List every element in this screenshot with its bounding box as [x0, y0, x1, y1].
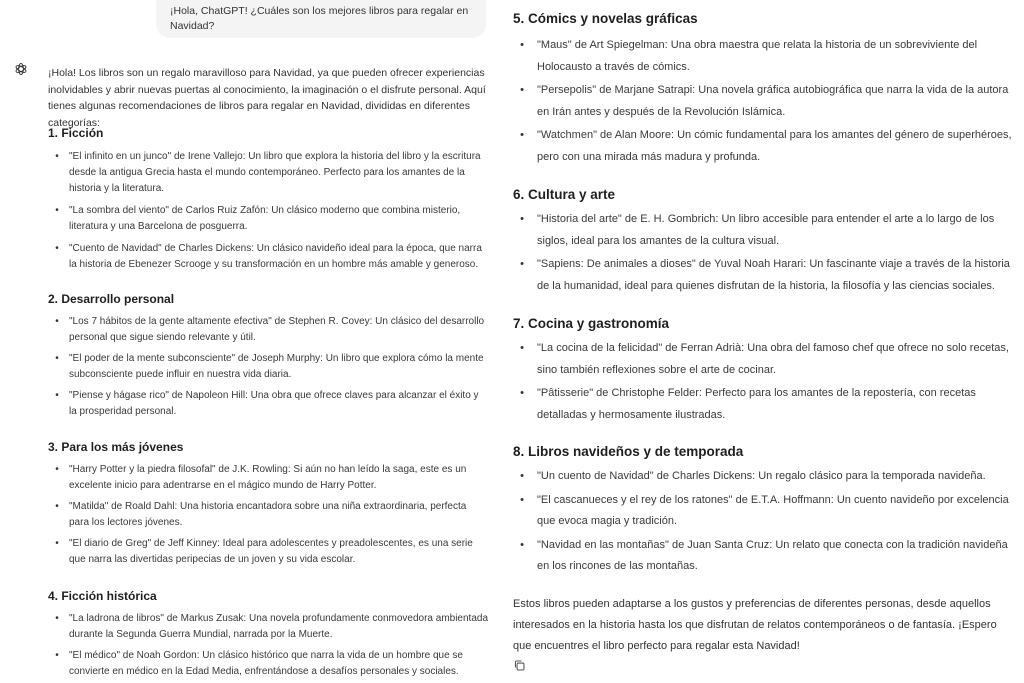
list-item: • "Cuento de Navidad" de Charles Dickens: Un clásico navideño ideal para la época, que narra la historia de Ebenezer Scrooge y su transformación en un hombre más amable y generoso. — [55, 243, 482, 270]
list-item: • "Matilda" de Roald Dahl: Una historia encantadora sobre una niña extraordinaria, perfecta para los lectores jóvenes. — [55, 501, 467, 528]
list-item: • "El poder de la mente subconsciente" de Joseph Murphy: Un libro que explora cómo la mente subconsciente puede influir en nuestra vida diaria. — [55, 353, 484, 380]
assistant-intro: ¡Hola! Los libros son un regalo maravilloso para Navidad, ya que pueden ofrecer experiencias inolvidables y abrir nuevas puertas al conocimiento, la imaginación o el disfrute personal. Aquí tienes algunas recomendaciones de libros para regalar en Navidad, divididas en diferentes categorías: — [48, 67, 486, 129]
list-item: • "El cascanueces y el rey de los ratones" de E.T.A. Hoffmann: Un cuento navideño por excelencia que evoca magia y tradición. — [520, 493, 1009, 527]
section-heading: 7. Cocina y gastronomía — [513, 316, 670, 331]
section-cocina-y-gastronomia — [513, 315, 1017, 426]
user-message-bubble — [156, 0, 486, 38]
copy-icon[interactable] — [513, 659, 526, 672]
list-item: • "Piense y hágase rico" de Napoleon Hill: Una obra que ofrece claves para alcanzar el éxito y la prosperidad personal. — [55, 390, 479, 417]
openai-logo-icon — [14, 62, 28, 76]
list-item: • "Watchmen" de Alan Moore: Un cómic fundamental para los amantes del género de superhéroes, pero con una mirada más madura y profunda. — [520, 129, 1012, 163]
section-libros-navidenos — [513, 443, 1017, 578]
list-item: • "Navidad en las montañas" de Juan Santa Cruz: Un relato que conecta con la tradición navideña en los rincones de las montañas. — [520, 538, 1008, 572]
list-item: • "La sombra del viento" de Carlos Ruiz Zafón: Un clásico moderno que combina misterio, literatura y una Barcelona de posguerra. — [55, 205, 461, 232]
list-item: • "Maus" de Art Spiegelman: Una obra maestra que relata la historia de un sobreviviente del Holocausto a través de cómics. — [520, 39, 978, 73]
list-item: • "Pâtisserie" de Christophe Felder: Perfecto para los amantes de la repostería, con recetas detalladas y hermosamente ilustradas. — [520, 387, 976, 421]
list-item: • "Los 7 hábitos de la gente altamente efectiva" de Stephen R. Covey: Un clásico del desarrollo personal que sigue siendo relevante y útil. — [55, 316, 485, 343]
section-heading: 2. Desarrollo personal — [48, 292, 175, 306]
section-ficcion — [48, 125, 488, 273]
list-item: • "La ladrona de libros" de Markus Zusak: Una novela profundamente conmovedora ambientada durante la Segunda Guerra Mundial, narrada por la Muerte. — [55, 613, 489, 640]
list-item: • "Historia del arte" de E. H. Gombrich: Un libro accesible para entender el arte a lo largo de los siglos, ideal para los amantes de la cultura visual. — [520, 213, 995, 247]
section-heading: 4. Ficción histórica — [48, 589, 157, 603]
section-heading: 8. Libros navideños y de temporada — [513, 444, 744, 459]
user-message-text: ¡Hola, ChatGPT! ¿Cuáles son los mejores libros para regalar en Navidad? — [170, 5, 469, 32]
section-desarrollo-personal — [48, 291, 488, 420]
list-item: • "El médico" de Noah Gordon: Un clásico histórico que narra la vida de un hombre que se convierte en médico en la Edad Media, enfrentándose a desafíos personales y sociales. — [55, 650, 463, 677]
section-heading: 6. Cultura y arte — [513, 187, 616, 202]
section-ficcion-historica — [48, 588, 488, 680]
list-item: • "Un cuento de Navidad" de Charles Dickens: Un regalo clásico para la temporada navideña. — [520, 470, 986, 482]
section-heading: 5. Cómics y novelas gráficas — [513, 11, 698, 26]
list-item: • "Persepolis" de Marjane Satrapi: Una novela gráfica autobiográfica que narra la vida de la autora en Irán antes y después de la Revolución Islámica. — [520, 84, 1009, 118]
section-heading: 3. Para los más jóvenes — [48, 440, 184, 454]
section-comics-novelas-graficas — [513, 10, 1017, 168]
list-item: • "Sapiens: De animales a dioses" de Yuval Noah Harari: Un fascinante viaje a través de la historia de la humanidad, ideal para quienes disfrutan de la historia, la filosofía y las ciencias sociales. — [520, 258, 1010, 292]
section-cultura-y-arte — [513, 186, 1017, 297]
section-heading: 1. Ficción — [48, 126, 104, 140]
list-item: • "El infinito en un junco" de Irene Vallejo: Un libro que explora la historia del libro y la escritura desde la antigua Grecia hasta el mundo contemporáneo. Perfecto para los amantes de la historia y la literatura. — [55, 151, 481, 194]
list-item: • "La cocina de la felicidad" de Ferran Adrià: Una obra del famoso chef que ofrece no solo recetas, sino también reflexiones sobre el arte de cocinar. — [520, 342, 1009, 376]
assistant-outro: Estos libros pueden adaptarse a los gustos y preferencias de diferentes personas, desde aquellos interesados en la historia hasta los que disfrutan de relatos contemporáneos o de fantasía. ¡Espero que encuentres el libro perfecto para regalar esta Navidad! — [513, 598, 997, 652]
section-para-los-mas-jovenes — [48, 439, 488, 568]
list-item: • "Harry Potter y la piedra filosofal" de J.K. Rowling: Si aún no han leído la saga, este es un excelente inicio para adentrarse en el mágico mundo de Harry Potter. — [55, 464, 467, 491]
list-item: • "El diario de Greg" de Jeff Kinney: Ideal para adolescentes y preadolescentes, es una serie que narra las divertidas peripecias de un joven y su vida escolar. — [55, 538, 473, 565]
